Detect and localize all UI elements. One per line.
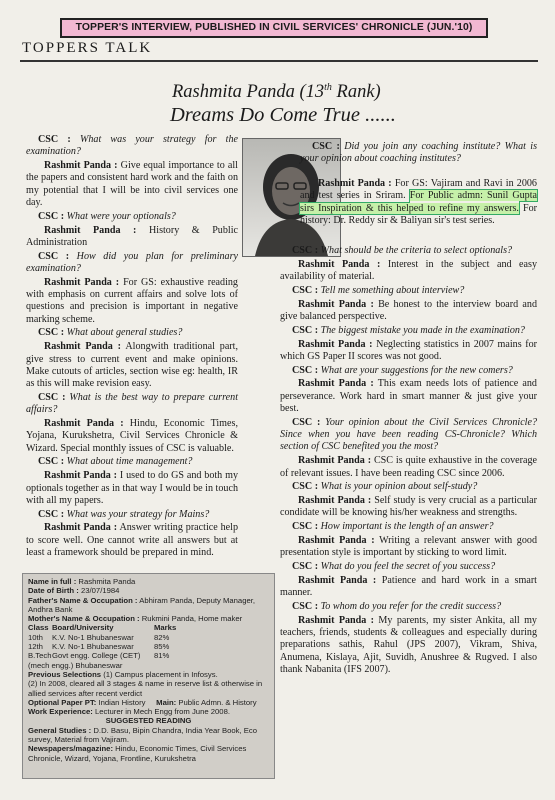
work-value: Lecturer in Mech Engg from June 2008. [94, 707, 230, 717]
question-prefix: CSC : [38, 134, 71, 145]
answer-text: Self study is very crucial as a particular condidate will be knowing his/her weakness and strengths. [280, 495, 537, 519]
answer-text: Give equal importance to all the papers and consistent hard work and the faith on my potential that I will be into civil services one day. [26, 160, 238, 208]
answer-speaker: Rashmit Panda : [44, 341, 122, 353]
title-rank-end: Rank) [331, 82, 381, 103]
answer-speaker: Rashmit Panda : [298, 455, 372, 467]
question-prefix: CSC : [312, 141, 340, 152]
question [26, 327, 238, 339]
answer-text: Hindu, Economic Times, Yojana, Kurukshetra, Civil Services Chronicle & Wizard. Special monthly issues of CSC is valuable. [26, 418, 238, 454]
question-prefix: CSC : [38, 391, 66, 403]
answer-text: History & Public Administration [26, 224, 238, 248]
question [280, 561, 537, 573]
answer [280, 535, 537, 560]
main-value: Public Admn. & History [178, 697, 257, 707]
title-name: Rashmita Panda (13 [172, 82, 325, 103]
edu-board: K.V. No-1 Bhubaneswar [52, 632, 134, 642]
question [280, 285, 537, 297]
edu-header-class: Class [28, 623, 49, 633]
answer-speaker: Rashmit Panda : [44, 470, 118, 482]
answer [280, 339, 537, 364]
answer-speaker: Rashmit Panda : [298, 495, 372, 507]
answer-speaker: Rashmit Panda : [298, 574, 377, 586]
section-heading: TOPPERS TALK [22, 40, 153, 56]
answer-text: For GS: exhaustive reading with emphasis on current affairs and solve lots of questions and precision is important in negative marking scheme. [26, 276, 238, 325]
question-text: What was your strategy for the examination? [26, 134, 239, 158]
answer [26, 470, 238, 507]
edu-marks: 81% [154, 651, 170, 661]
question [26, 251, 238, 276]
answer-text: This exam needs lots of patience and perseverance. Work hard in smart manner & just give your best. [280, 378, 537, 415]
edu-board: Govt engg. College (CET) [52, 651, 141, 661]
question-prefix: CSC : [292, 521, 319, 533]
question [280, 521, 537, 533]
name-label: Name in full : [28, 577, 77, 586]
answer-text: My parents, my sister Ankita, all my teachers, friends, students & colleagues and especially during preparations sathis, Rahul (JPS 2007), Vikram, Shiva, Anumena, Kislaya, Ajit, Suvidh, Anushree & Rugved. I also thank Nabanita (IFS 2007). [280, 614, 537, 675]
question [280, 481, 537, 493]
answer-speaker: Rashmit Panda : [44, 522, 118, 534]
father-value: Abhiram Panda, Deputy Manager, Andhra Bank [28, 595, 256, 614]
coaching-speaker: Rashmit Panda : [318, 178, 392, 189]
answer [280, 495, 537, 520]
article-title [172, 82, 381, 103]
opt-value: Indian History [98, 697, 146, 707]
question-text: What are your suggestions for the new comers? [320, 364, 513, 376]
question-text: What is your opinion about self-study? [320, 481, 478, 493]
answer-speaker: Rashmit Panda : [298, 614, 375, 626]
question [26, 392, 238, 417]
article-headline: Dreams Do Come True ...... [170, 104, 396, 126]
question-prefix: CSC : [38, 210, 65, 222]
question-prefix: CSC : [292, 364, 319, 376]
question-text: To whom do you refer for the credit success? [320, 601, 502, 613]
answer-speaker: Rashmit Panda : [44, 276, 120, 288]
answer-speaker: Rashmit Panda : [298, 378, 374, 390]
question [280, 417, 537, 454]
news-value: Hindu, Economic Times, Civil Services Chronicle, Wizard, Yojana, Frontline, Kurukshetra [28, 744, 247, 763]
answer [26, 225, 238, 250]
answer-text: I used to do GS and both my optionals together as in that way I would be in touch with all my papers. [26, 470, 238, 506]
question [26, 211, 238, 223]
question-prefix: CSC : [292, 245, 319, 256]
opt-label: Optional Paper PT: [28, 697, 97, 707]
coaching-text-end: For history: Dr. Reddy sir & Baliyan sir's test series. [300, 202, 537, 226]
answer-text: Answer writing practice help to score well. One cannot write all answers but at least a framework should be prepared in mind. [26, 522, 238, 558]
answer [280, 615, 537, 676]
edu-class: 10th [28, 632, 43, 642]
question [26, 134, 238, 159]
question-prefix: CSC : [38, 250, 70, 262]
main-label: Main: [156, 697, 177, 707]
question-prefix: CSC : [292, 416, 321, 428]
answer-text: Writing a relevant answer with good presentation style is important by sticking to word limit. [280, 535, 537, 559]
answer-speaker: Rashmit Panda : [44, 160, 118, 172]
coaching-answer [300, 178, 537, 229]
gs-value: D.D. Basu, Bipin Chandra, India Year Book, Eco survey, Material from Vajiram. [28, 725, 258, 745]
mother-value: Rukmini Panda, Home maker [141, 614, 243, 624]
question [26, 509, 238, 521]
edu-class: B.Tech [28, 651, 52, 661]
work-label: Work Experience: [28, 707, 93, 717]
question-prefix: CSC : [292, 561, 319, 573]
prev-value-2: (2) In 2008, cleared all 3 stages & name in reserve list & otherwise in allied services after recent verdict [28, 679, 263, 698]
answer [26, 160, 238, 209]
answer-speaker: Rashmit Panda : [298, 298, 374, 310]
question-prefix: CSC : [292, 601, 319, 613]
question-text: Tell me something about interview? [320, 284, 465, 296]
coaching-text: For GS: Vajiram and Ravi in 2006 and test series in Sriram. [300, 178, 537, 202]
prev-value-1: (1) Campus placement in Infosys. [103, 669, 218, 679]
answer-text: Alongwith traditional part, give stress to current event and make opinions. Make cutouts of articles, section wise eg: health, IR as this will make revision easy. [26, 341, 238, 390]
question-prefix: CSC : [38, 508, 65, 520]
question [280, 245, 537, 257]
answer-speaker: Rashmit Panda : [298, 338, 373, 350]
publication-banner: TOPPER'S INTERVIEW, PUBLISHED IN CIVIL SERVICES' CHRONICLE (JUN.'10) [60, 18, 488, 38]
question-prefix: CSC : [292, 284, 319, 296]
edu-class: 12th [28, 642, 43, 652]
answer [280, 299, 537, 324]
answer [280, 259, 537, 284]
education-row [28, 633, 269, 642]
answer-text: Interest in the subject and easy availability of material. [280, 258, 537, 283]
education-rows [28, 633, 269, 661]
question-text: What should be the criteria to select optionals? [320, 245, 513, 256]
question-text: Did you join any coaching institute? What is your opinion about coaching institutes? [300, 141, 538, 165]
question-text: What was your strategy for Mains? [66, 508, 210, 520]
answer-text: Patience and hard work in a smart manner. [280, 574, 537, 599]
answer [26, 341, 238, 390]
answer-speaker: Rashmit Panda : [298, 535, 375, 547]
edu-marks: 85% [154, 642, 170, 652]
dob-label: Date of Birth : [28, 586, 79, 596]
dob-value: 23/07/1984 [80, 586, 120, 596]
question [300, 141, 537, 166]
question-text: What were your optionals? [66, 210, 176, 222]
right-column [280, 245, 537, 678]
left-column [26, 134, 238, 561]
answer-speaker: Rashmit Panda : [44, 418, 124, 430]
answer [280, 455, 537, 480]
news-label: Newspapers/magazine: [28, 744, 114, 754]
edu-marks: 82% [154, 632, 170, 642]
question-text: What is the best way to prepare current affairs? [26, 391, 238, 416]
answer-text: Be honest to the interview board and give balanced perspective. [280, 298, 538, 322]
answer-text: Neglecting statistics in 2007 mains for which GS Paper II scores was not good. [280, 338, 537, 362]
answer [26, 277, 238, 326]
question [280, 365, 537, 377]
question-prefix: CSC : [38, 327, 65, 339]
edu-header-marks: Marks [154, 623, 177, 633]
answer [26, 418, 238, 455]
answer [26, 522, 238, 559]
question-text: What about time management? [66, 456, 193, 468]
question [280, 601, 537, 613]
education-row [28, 642, 269, 651]
question-text: What do you feel the secret of you success? [320, 561, 496, 573]
edu-header-board: Board/University [52, 623, 114, 633]
highlighted-text: For Public admn: Sunil Gupta sirs Inspiration & this helped to refine my answers. [300, 190, 538, 214]
answer [280, 378, 537, 415]
question-prefix: CSC : [292, 481, 319, 493]
question-text: Your opinion about the Civil Services Chronicle? Since when you have been reading CS-Chronicle? Which section of CSC benefited you the most? [280, 416, 538, 453]
question-text: How did you plan for preliminary examination? [26, 250, 238, 274]
answer [280, 575, 537, 600]
profile-box [22, 573, 275, 779]
answer-speaker: Rashmit Panda : [298, 258, 381, 270]
question [26, 456, 238, 468]
question [280, 325, 537, 337]
gs-label: General Studies : [28, 725, 92, 735]
mother-label: Mother's Name & Occupation : [28, 614, 140, 624]
name-value: Rashmita Panda [78, 577, 136, 586]
edu-board: K.V. No-1 Bhubaneswar [52, 642, 134, 652]
question-prefix: CSC : [292, 324, 319, 336]
question-text: What about general studies? [66, 327, 183, 339]
education-row [28, 651, 269, 660]
header-rule [20, 60, 538, 62]
title-rank-suffix: th [324, 82, 332, 93]
question-text: How important is the length of an answer? [320, 521, 494, 533]
prev-label: Previous Selections [28, 669, 102, 679]
suggested-reading-heading: SUGGESTED READING [105, 716, 192, 726]
answer-text: CSC is quite exhaustive in the coverage of relevant issues. I have been reading CSC since 2006. [280, 455, 537, 479]
edu-note: (mech engg.) Bhubaneswar [28, 660, 123, 670]
question-prefix: CSC : [38, 456, 65, 468]
right-column-top [300, 141, 537, 167]
answer-speaker: Rashmit Panda : [44, 224, 137, 236]
question-text: The biggest mistake you made in the examination? [320, 324, 525, 336]
father-label: Father's Name & Occupation : [28, 595, 138, 605]
education-header [28, 623, 269, 632]
